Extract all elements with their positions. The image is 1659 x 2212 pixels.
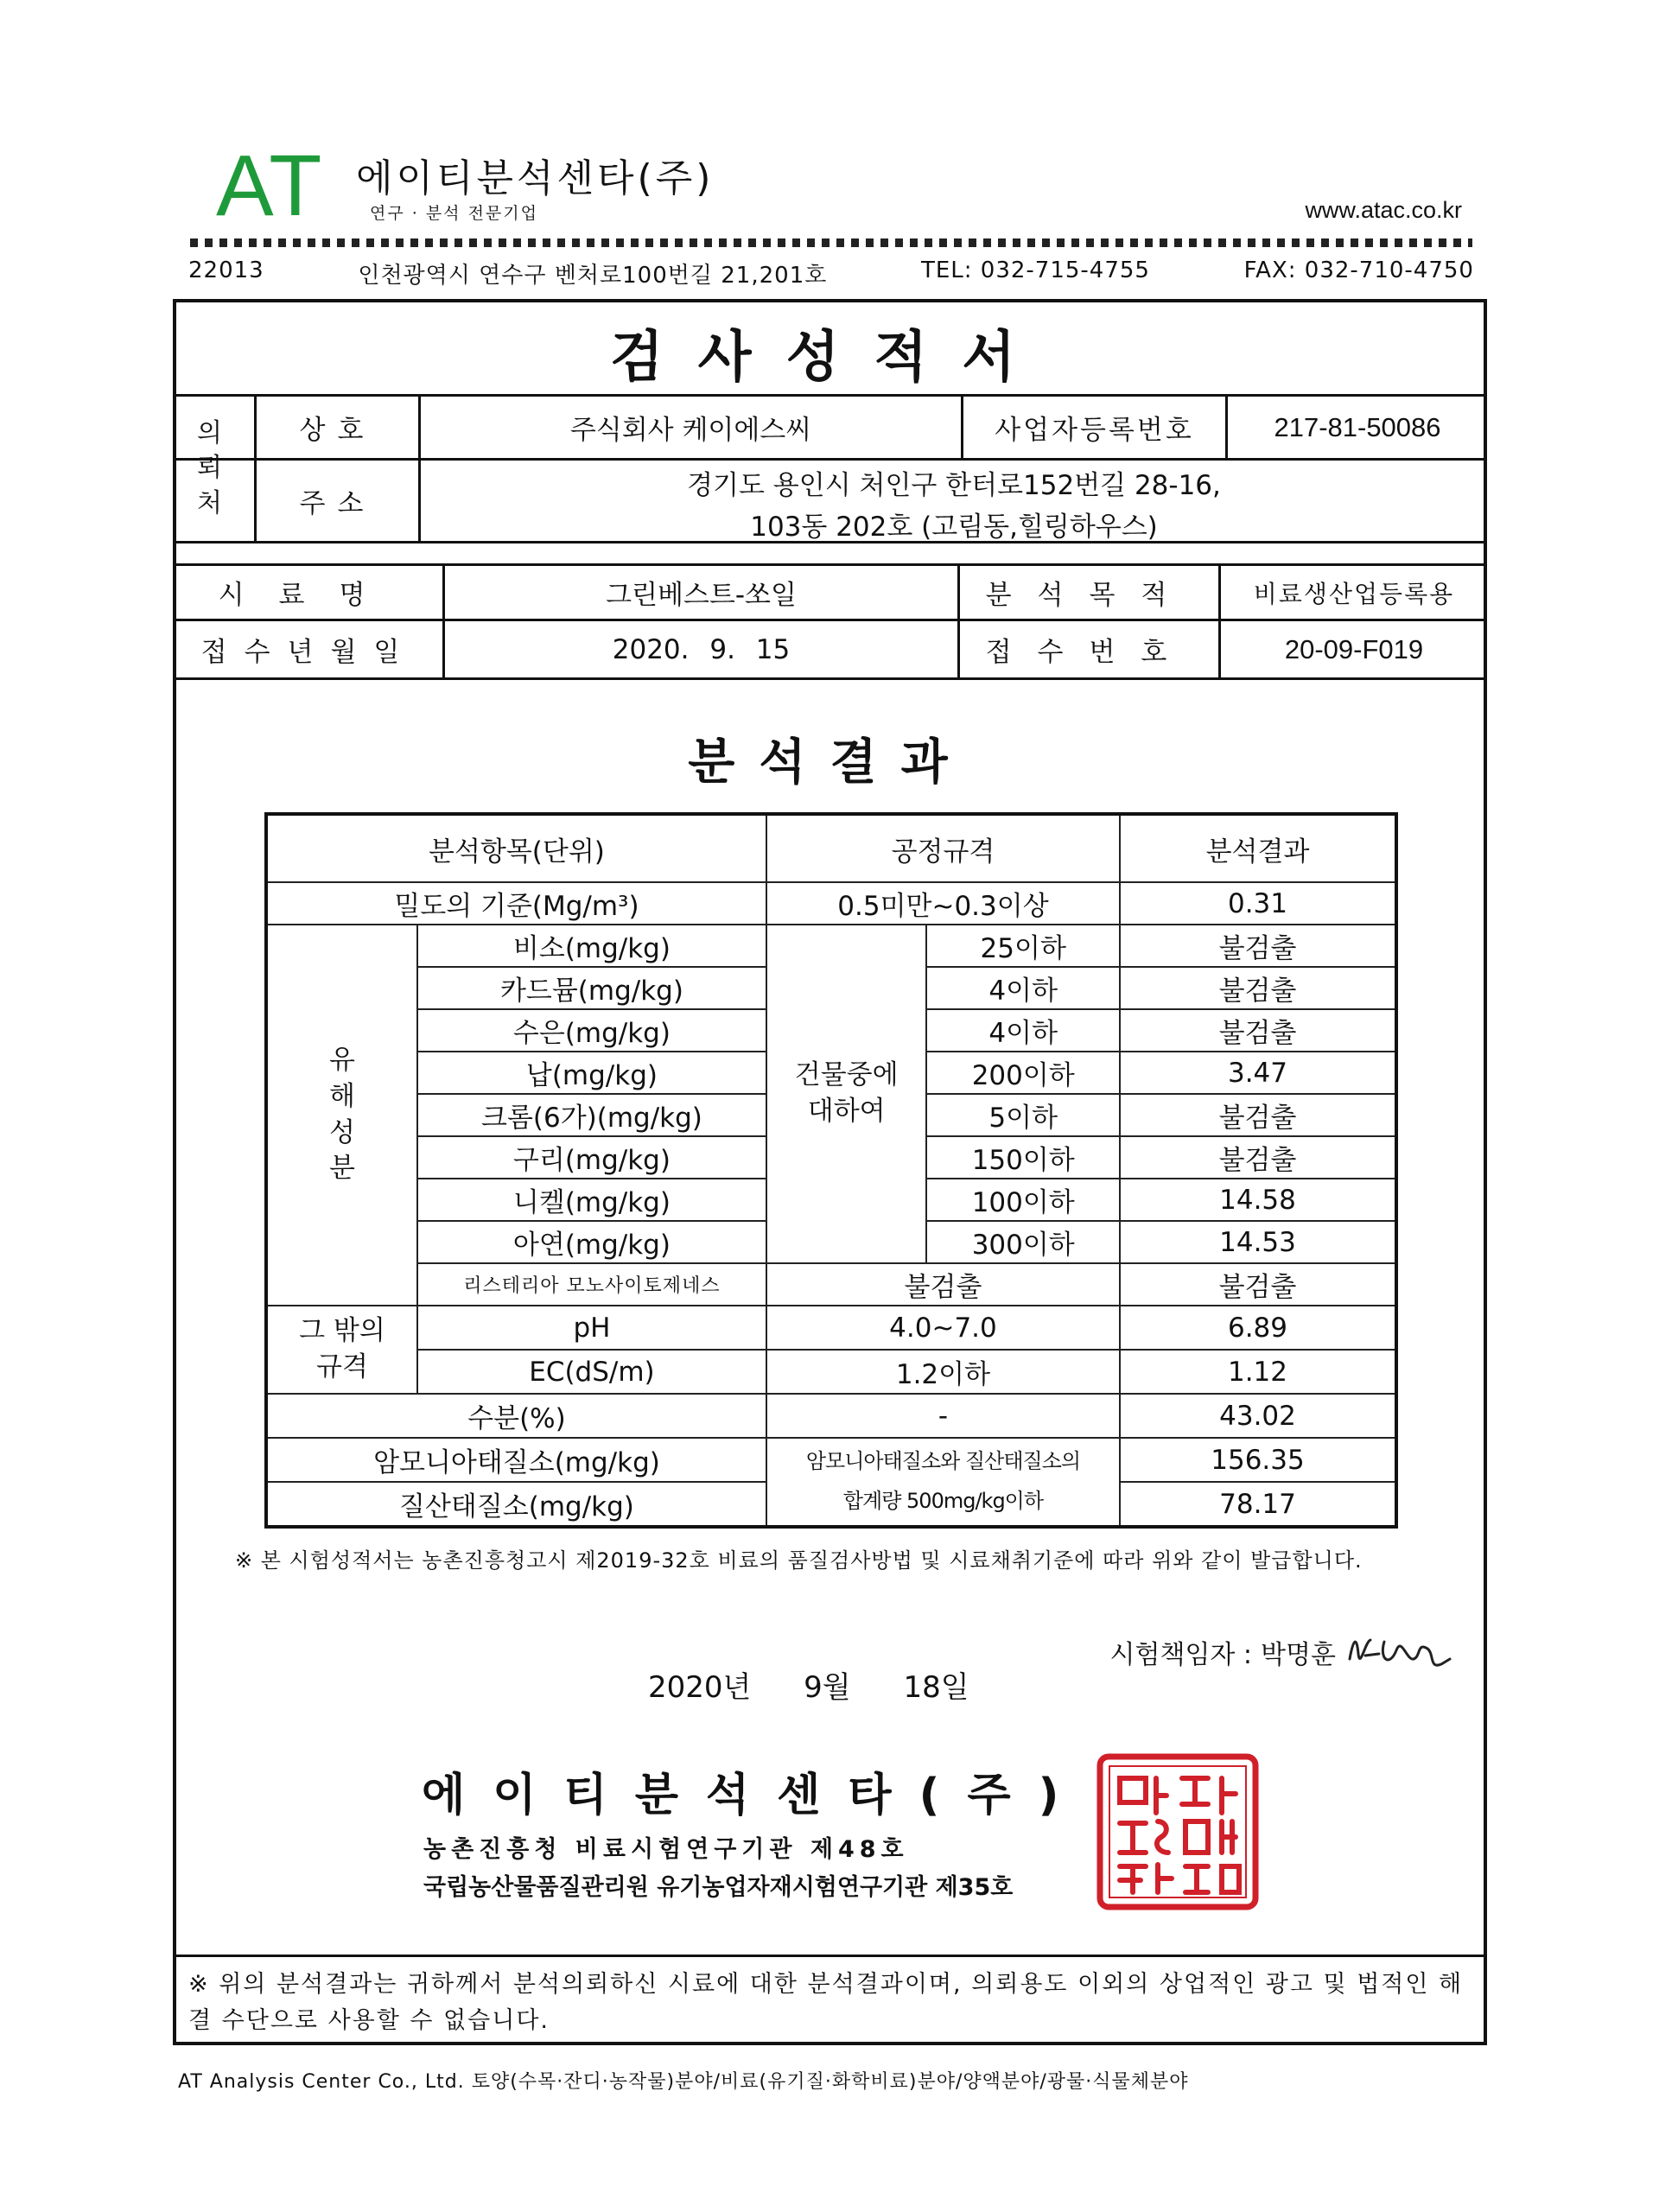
moisture-item: 수분(%)	[266, 1394, 766, 1438]
harmful-item: 카드뮴(mg/kg)	[417, 967, 766, 1009]
document-title: 검사성적서	[609, 326, 1051, 390]
table-row	[266, 882, 1396, 925]
ph-item: pH	[417, 1306, 766, 1350]
ec-spec: 1.2이하	[766, 1350, 1120, 1394]
harmful-spec: 4이하	[926, 967, 1120, 1009]
table-row	[266, 925, 1396, 967]
client-address-line1: 경기도 용인시 처인구 한터로152번길 28-16,	[687, 470, 1221, 501]
table-row	[266, 1394, 1396, 1438]
harmful-result: 불검출	[1120, 967, 1396, 1009]
harmful-item: 리스테리아 모노사이토제네스	[417, 1263, 766, 1306]
client-address-line2: 103동 202호 (고림동,힐링하우스)	[750, 512, 1158, 543]
usage-disclaimer: ※ 위의 분석결과는 귀하께서 분석의뢰하신 시료에 대한 분석결과이며, 의뢰용도 이외의 상업적인 광고 및 법적인 해결 수단으로 사용할 수 없습니다.	[188, 1971, 1464, 2034]
harmful-item: 비소(mg/kg)	[417, 925, 766, 967]
registration-rda: 농촌진흥청 비료시험연구기관 제48호	[423, 1836, 909, 1863]
registration-naqs: 국립농산물품질관리원 유기농업자재시험연구기관 제35호	[423, 1874, 1014, 1901]
density-item: 밀도의 기준(Mg/m³)	[266, 882, 766, 925]
table-row	[266, 1263, 1396, 1306]
issue-date: 2020년 9월 18일	[648, 1670, 969, 1705]
bizno: 217-81-50086	[1274, 411, 1441, 442]
harmful-result: 불검출	[1120, 1263, 1396, 1306]
bizno-label: 사업자등록번호	[995, 415, 1194, 446]
harmful-spec: 5이하	[926, 1094, 1120, 1136]
responsible-person	[1110, 1624, 1456, 1680]
moisture-spec: -	[766, 1394, 1120, 1438]
ec-item: EC(dS/m)	[417, 1350, 766, 1394]
ph-spec: 4.0~7.0	[766, 1306, 1120, 1350]
website[interactable]: www.atac.co.kr	[1305, 197, 1462, 223]
issuance-note: ※ 본 시험성적서는 농촌진흥청고시 제2019-32호 비료의 품질검사방법 및 시료채취기준에 따라 위와 같이 발급합니다.	[235, 1548, 1363, 1573]
harmful-item: 수은(mg/kg)	[417, 1009, 766, 1052]
results-table	[264, 812, 1398, 1529]
rule	[173, 677, 1487, 680]
client-section-label: 의뢰처	[197, 417, 222, 518]
client-name: 주식회사 케이에스씨	[569, 415, 812, 446]
ph-result: 6.89	[1120, 1306, 1396, 1350]
harmful-spec: 불검출	[766, 1263, 1120, 1306]
moisture-result: 43.02	[1120, 1394, 1396, 1438]
receipt-date: 2020. 9. 15	[612, 633, 791, 665]
receipt-no-label: 접수번호	[985, 637, 1193, 668]
harmful-spec: 4이하	[926, 1009, 1120, 1052]
sample-name: 그린베스트-쏘일	[606, 580, 797, 611]
official-seal-image	[1096, 1752, 1260, 1911]
harmful-item: 납(mg/kg)	[417, 1052, 766, 1094]
nitrogen-spec-line1: 암모니아태질소와 질산태질소의	[805, 1449, 1081, 1474]
client-address	[421, 465, 1487, 548]
fax: FAX: 032-710-4750	[1243, 257, 1474, 283]
harmful-item: 크롬(6가)(mg/kg)	[417, 1094, 766, 1136]
company-logo: AT	[216, 137, 324, 234]
header-result: 분석결과	[1120, 814, 1396, 882]
receipt-no: 20-09-F019	[1284, 633, 1424, 664]
header-spec: 공정규격	[766, 814, 1120, 882]
harmful-spec: 100이하	[926, 1179, 1120, 1221]
harmful-spec: 300이하	[926, 1221, 1120, 1263]
telephone: TEL: 032-715-4755	[920, 257, 1150, 283]
table-row	[266, 1438, 1396, 1482]
nitrate-item: 질산태질소(mg/kg)	[266, 1482, 766, 1527]
harmful-item: 아연(mg/kg)	[417, 1221, 766, 1263]
harmful-item: 니켈(mg/kg)	[417, 1179, 766, 1221]
harmful-spec: 200이하	[926, 1052, 1120, 1094]
table-row	[266, 1350, 1396, 1394]
harmful-result: 14.53	[1120, 1221, 1396, 1263]
responsible-label: 시험책임자 :	[1109, 1640, 1253, 1670]
nitrate-result: 78.17	[1120, 1482, 1396, 1527]
nitrogen-spec-line2: 합계량 500mg/kg이하	[842, 1489, 1044, 1513]
harmful-result: 3.47	[1120, 1052, 1396, 1094]
results-title: 분석결과	[688, 734, 972, 791]
harmful-label: 유해성분	[266, 925, 417, 1306]
ec-result: 1.12	[1120, 1350, 1396, 1394]
other-spec-label: 그 밖의 규격	[266, 1306, 417, 1394]
density-result: 0.31	[1120, 882, 1396, 925]
footer-fields: AT Analysis Center Co., Ltd. 토양(수목·잔디·농작물)분야/비료(유기질·화학비료)분야/양액분야/광물·식물체분야	[178, 2071, 1189, 2093]
company-tagline: 연구 · 분석 전문기업	[370, 204, 538, 223]
contact-line	[188, 257, 1474, 289]
table-row	[266, 1306, 1396, 1350]
lab-name: 에이티분석센타(주)	[422, 1770, 1087, 1821]
purpose: 비료생산업등록용	[1253, 579, 1455, 608]
harmful-spec: 25이하	[926, 925, 1120, 967]
header-item: 분석항목(단위)	[266, 814, 766, 882]
nitrogen-spec	[766, 1438, 1120, 1527]
harmful-result: 불검출	[1120, 925, 1396, 967]
client-name-label: 상호	[299, 415, 376, 446]
rule	[256, 458, 1487, 461]
harmful-spec: 150이하	[926, 1136, 1120, 1179]
density-spec: 0.5미만~0.3이상	[766, 882, 1120, 925]
harmful-condition: 건물중에 대하여	[766, 925, 927, 1263]
harmful-result: 불검출	[1120, 1094, 1396, 1136]
harmful-result: 14.58	[1120, 1179, 1396, 1221]
harmful-result: 불검출	[1120, 1009, 1396, 1052]
purpose-label: 분석목적	[985, 580, 1193, 611]
postal-code: 22013	[188, 257, 264, 283]
table-header-row	[266, 814, 1396, 882]
company-address: 인천광역시 연수구 벤처로100번길 21,201호	[358, 263, 828, 289]
receipt-date-label: 접수년월일	[200, 637, 417, 668]
rule	[173, 1955, 1487, 1957]
ammonia-result: 156.35	[1120, 1438, 1396, 1482]
signature-image	[1344, 1624, 1455, 1680]
company-name: 에이티분석센타(주)	[356, 156, 715, 200]
harmful-item: 구리(mg/kg)	[417, 1136, 766, 1179]
client-address-label: 주소	[299, 488, 376, 519]
dotted-divider	[190, 238, 1472, 247]
sample-name-label: 시료명	[218, 580, 400, 611]
ammonia-item: 암모니아태질소(mg/kg)	[266, 1438, 766, 1482]
responsible-name: 박명훈	[1261, 1640, 1336, 1670]
harmful-result: 불검출	[1120, 1136, 1396, 1179]
